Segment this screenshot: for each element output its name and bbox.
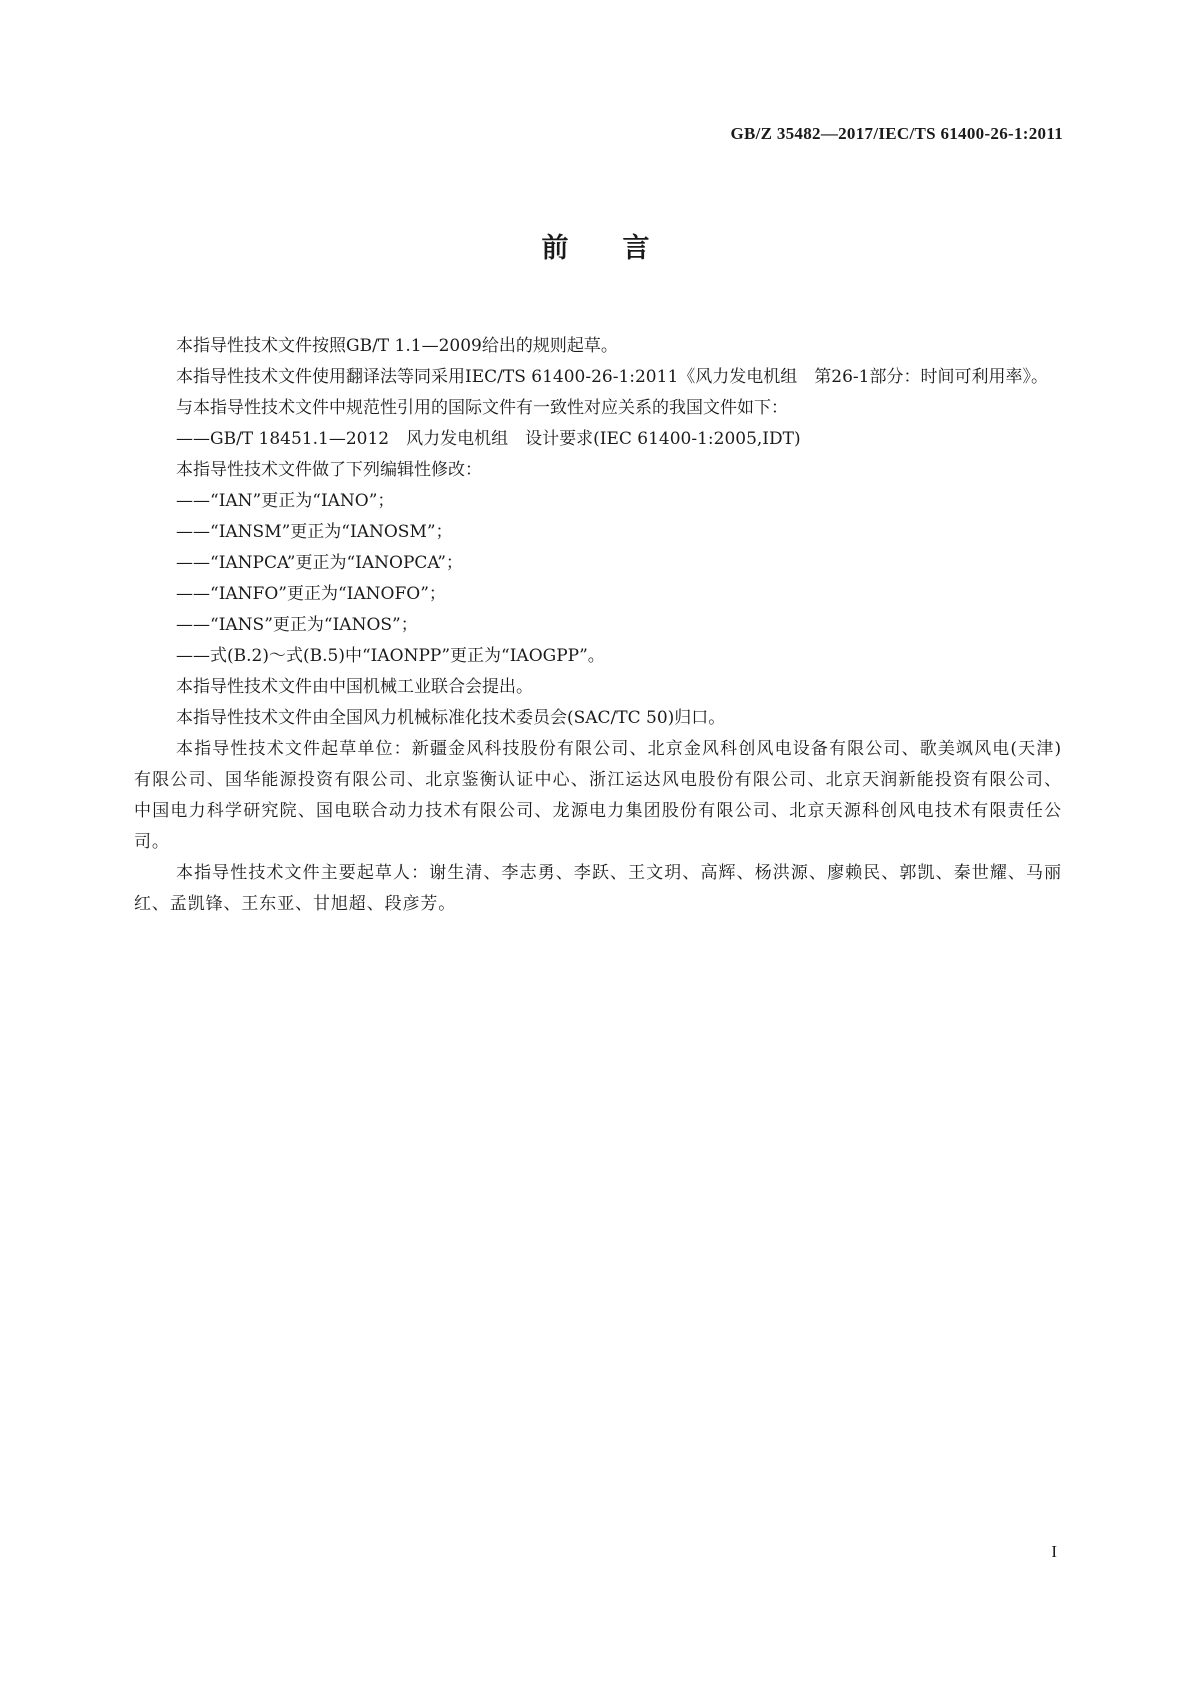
- adoption-paragraph: 本指导性技术文件使用翻译法等同采用IEC/TS 61400-26-1:2011《风力发电机组 第26-1部分：时间可利用率》。: [176, 367, 1048, 387]
- editorial-change-item: ——式(B.2)～式(B.5)中“IAONPP”更正为“IAOGPP”。: [176, 646, 605, 666]
- main-drafters-paragraph: 本指导性技术文件主要起草人：谢生清、李志勇、李跃、王文玥、高辉、杨洪源、廖赖民、郭凯、秦世耀、马丽红、孟凯锋、王东亚、甘旭超、段彦芳。: [134, 863, 1062, 914]
- page-number: I: [1051, 1542, 1057, 1561]
- editorial-changes-intro: 本指导性技术文件做了下列编辑性修改：: [176, 460, 482, 480]
- editorial-change-item: ——“IANPCA”更正为“IANOPCA”；: [176, 553, 463, 573]
- foreword-body: [134, 331, 1062, 920]
- editorial-change-item: ——“IANSM”更正为“IANOSM”；: [176, 522, 453, 542]
- drafting-rules-paragraph: 本指导性技术文件按照GB/T 1.1—2009给出的规则起草。: [176, 336, 618, 356]
- editorial-change-item: ——“IANFO”更正为“IANOFO”；: [176, 584, 446, 604]
- standard-number-header: GB/Z 35482—2017/IEC/TS 61400-26-1:2011: [730, 124, 1063, 143]
- editorial-change-item: ——“IANS”更正为“IANOS”；: [176, 615, 418, 635]
- responsible-committee-paragraph: 本指导性技术文件由全国风力机械标准化技术委员会(SAC/TC 50)归口。: [176, 708, 726, 728]
- normative-reference-intro: 与本指导性技术文件中规范性引用的国际文件有一致性对应关系的我国文件如下：: [176, 398, 788, 418]
- normative-reference-item: ——GB/T 18451.1—2012 风力发电机组 设计要求(IEC 61400-1:2005,IDT): [176, 429, 801, 449]
- editorial-change-item: ——“IAN”更正为“IANO”；: [176, 491, 395, 511]
- page-title: 前言: [541, 233, 704, 264]
- drafting-organizations-paragraph: 本指导性技术文件起草单位：新疆金风科技股份有限公司、北京金风科创风电设备有限公司、歌美飒风电(天津)有限公司、国华能源投资有限公司、北京鉴衡认证中心、浙江运达风电股份有限公司、北京天润新能投资有限公司、中国电力科学研究院、国电联合动力技术有限公司、龙源电力集团股份有限公司、北京天源科创风电技术有限责任公司。: [134, 739, 1062, 852]
- proposer-paragraph: 本指导性技术文件由中国机械工业联合会提出。: [176, 677, 533, 697]
